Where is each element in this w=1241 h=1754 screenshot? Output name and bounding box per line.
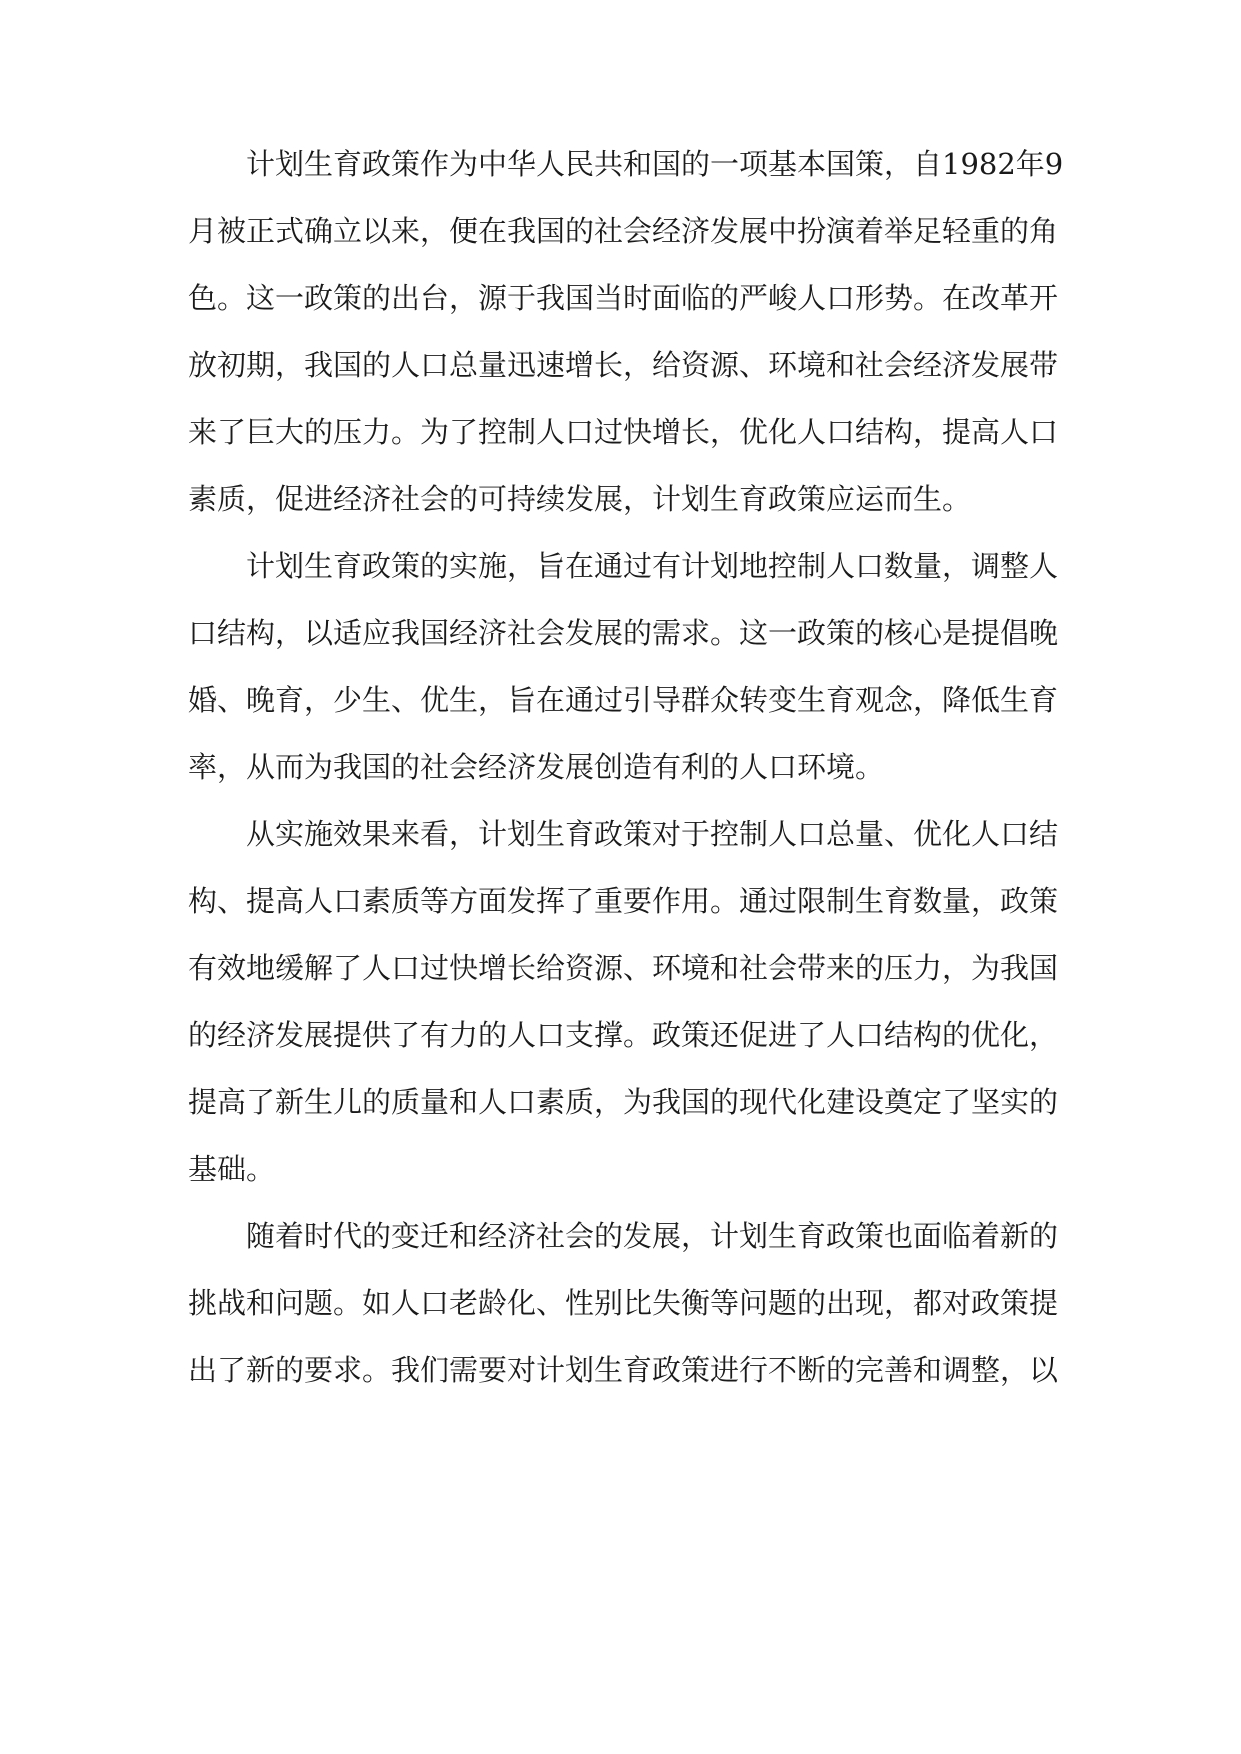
paragraph-line: 随着时代的变迁和经济社会的发展，计划生育政策也面临着新的 (246, 1219, 1059, 1253)
paragraph-line: 从实施效果来看，计划生育政策对于控制人口总量、优化人口结 (246, 817, 1059, 851)
paragraph-line: 挑战和问题。如人口老龄化、性别比失衡等问题的出现，都对政策提 (188, 1286, 1059, 1320)
paragraph-line: 的经济发展提供了有力的人口支撑。政策还促进了人口结构的优化， (188, 1018, 1059, 1052)
paragraph-line: 构、提高人口素质等方面发挥了重要作用。通过限制生育数量，政策 (188, 884, 1059, 918)
paragraph-line: 放初期，我国的人口总量迅速增长，给资源、环境和社会经济发展带 (188, 348, 1059, 382)
paragraph-line: 基础。 (188, 1152, 276, 1186)
paragraph-line: 有效地缓解了人口过快增长给资源、环境和社会带来的压力，为我国 (188, 951, 1059, 985)
paragraph-line: 率，从而为我国的社会经济发展创造有利的人口环境。 (188, 750, 885, 784)
paragraph-line: 素质，促进经济社会的可持续发展，计划生育政策应运而生。 (188, 482, 972, 516)
paragraph-line: 婚、晚育，少生、优生，旨在通过引导群众转变生育观念，降低生育 (188, 683, 1059, 717)
paragraph-line: 计划生育政策作为中华人民共和国的一项基本国策，自1982年9 (246, 147, 1064, 181)
paragraph-line: 来了巨大的压力。为了控制人口过快增长，优化人口结构，提高人口 (188, 415, 1059, 449)
paragraph-line: 色。这一政策的出台，源于我国当时面临的严峻人口形势。在改革开 (188, 281, 1059, 315)
paragraph-line: 出了新的要求。我们需要对计划生育政策进行不断的完善和调整，以 (188, 1353, 1059, 1387)
paragraph-line: 提高了新生儿的质量和人口素质，为我国的现代化建设奠定了坚实的 (188, 1085, 1059, 1119)
paragraph-line: 口结构，以适应我国经济社会发展的需求。这一政策的核心是提倡晚 (188, 616, 1059, 650)
paragraph-line: 计划生育政策的实施，旨在通过有计划地控制人口数量，调整人 (246, 549, 1059, 583)
paragraph-line: 月被正式确立以来，便在我国的社会经济发展中扮演着举足轻重的角 (188, 214, 1059, 248)
